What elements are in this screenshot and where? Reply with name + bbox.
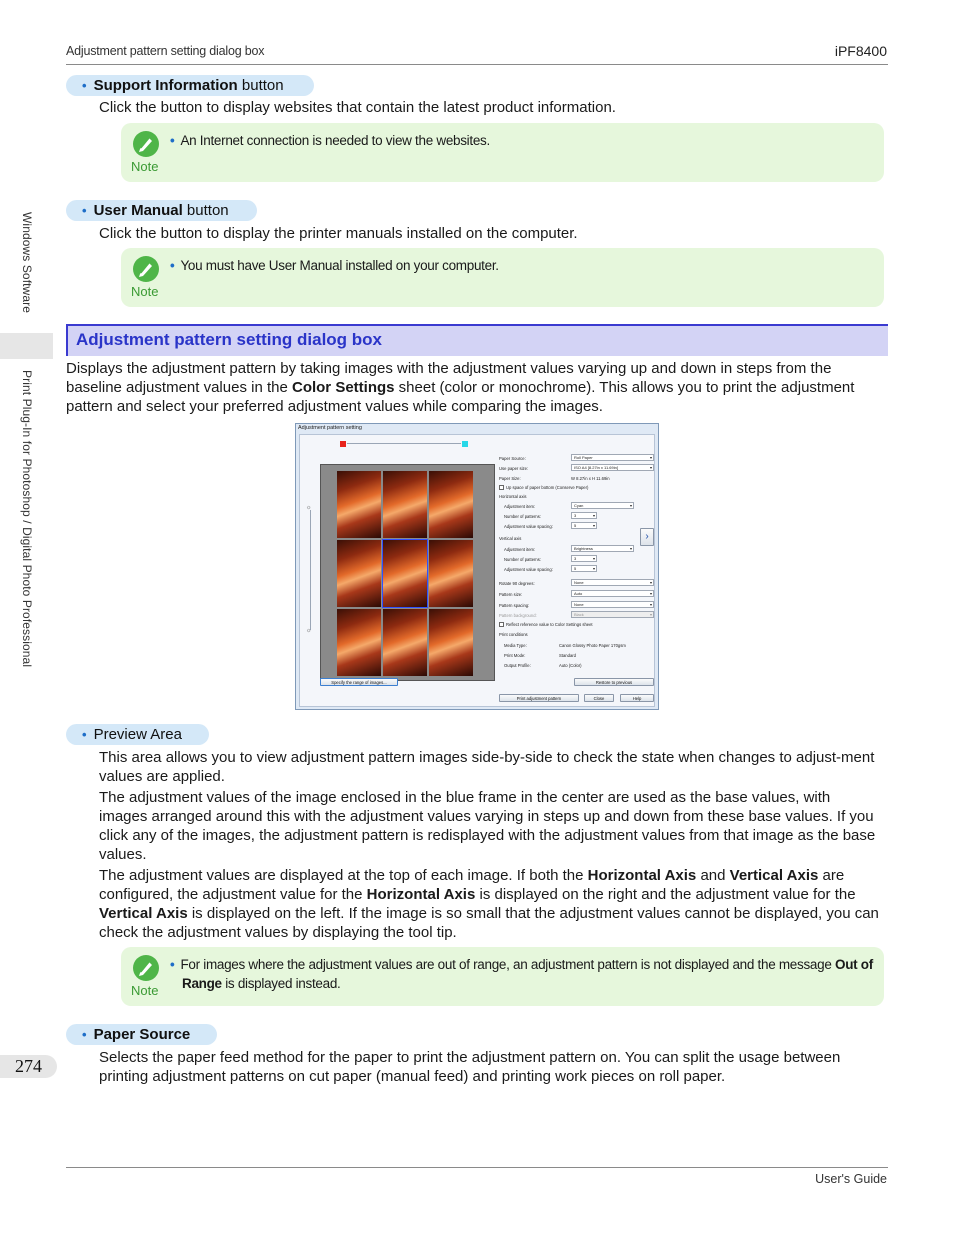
label-v-num: Number of patterns:: [504, 557, 542, 562]
up-space-checkbox[interactable]: [499, 485, 504, 490]
preview-area-heading: • Preview Area: [66, 724, 209, 745]
side-tab-windows-software[interactable]: Windows Software: [20, 212, 34, 313]
note-pencil-icon: [133, 955, 159, 981]
user-manual-description: Click the button to display the printer manuals installed on the computer.: [99, 225, 578, 242]
pattern-size-select[interactable]: Auto ▾: [571, 590, 654, 597]
pattern-tile[interactable]: [337, 540, 381, 607]
label-h-num: Number of patterns:: [504, 514, 542, 519]
bullet-icon: •: [82, 727, 87, 742]
restore-button[interactable]: Restore to previous: [574, 678, 654, 686]
label-output-profile: Output Profile:: [504, 663, 531, 668]
page-number: 274: [0, 1055, 57, 1078]
paper-source-description: Selects the paper feed method for the paper to print the adjustment pattern on. You can split the usage between printing adjustment patterns on cut paper (manual feed) and printing work pieces on roll paper.: [99, 1049, 841, 1085]
label-pattern-size: Pattern size:: [499, 592, 523, 597]
pattern-tile-center[interactable]: [383, 540, 427, 607]
pattern-bg-select: Black ▾: [571, 611, 654, 618]
brightness-icon: ☼: [306, 505, 312, 511]
window-controls: [628, 425, 655, 432]
dialog-screenshot: [295, 423, 659, 710]
preview-area-paragraph-1: This area allows you to view adjustment pattern images side-by-side to check the state when changes to adjust-ment values are applied.: [99, 749, 875, 785]
print-mode-value: Standard: [559, 653, 576, 658]
paper-source-heading: • Paper Source: [66, 1024, 217, 1045]
use-paper-size-select[interactable]: ISO A4 [8.27in x 11.69in] ▾: [571, 464, 654, 471]
label-use-paper-size: Use paper size:: [499, 466, 529, 471]
v-spacing-select[interactable]: 5 ▾: [571, 565, 597, 572]
h-adjustment-item-select[interactable]: Cyan ▾: [571, 502, 634, 509]
label-print-conditions: Print conditions: [499, 632, 528, 637]
pattern-tile[interactable]: [429, 471, 473, 538]
note-pencil-icon: [133, 131, 159, 157]
label-pattern-spacing: Pattern spacing:: [499, 603, 530, 608]
h-spacing-select[interactable]: 5 ▾: [571, 522, 597, 529]
h-number-select[interactable]: 3 ▾: [571, 512, 597, 519]
print-pattern-button[interactable]: Print adjustment pattern: [499, 694, 579, 702]
note-text-user-manual: • You must have User Manual installed on your computer.: [170, 258, 499, 273]
expand-arrow-icon[interactable]: ›: [640, 528, 654, 546]
paper-source-select[interactable]: Roll Paper ▾: [571, 454, 654, 461]
pattern-tile[interactable]: [383, 471, 427, 538]
user-manual-heading: • User Manual button: [66, 200, 257, 221]
note-text-out-of-range: • For images where the adjustment values are out of range, an adjustment pattern is not displayed and the message Out of Range is displayed instead.: [170, 957, 873, 991]
support-information-description: Click the button to display websites that contain the latest product information.: [99, 99, 616, 116]
preview-area-paragraph-3: The adjustment values are displayed at the top of each image. If both the Horizontal Axis and Vertical Axis are configured, the adjustment value for the Horizontal Axis is displayed on the right and the adjustment value for the Vertical Axis is displayed on the left. If the image is so small that the adjustment values cannot be displayed, you can check the adjustment values by displaying the tool tip.: [99, 867, 879, 941]
note-label: Note: [131, 159, 159, 174]
paper-size-value: W 8.27in x H 11.69in: [571, 476, 610, 481]
label-print-mode: Print Mode:: [504, 653, 526, 658]
note-label: Note: [131, 983, 159, 998]
support-information-heading: • Support Information button: [66, 75, 314, 96]
note-label: Note: [131, 284, 159, 299]
side-tab-print-plugin[interactable]: Print Plug-In for Photoshop / Digital Photo Professional: [20, 370, 34, 668]
footer-guide-name: User's Guide: [815, 1172, 887, 1186]
rotate-select[interactable]: None ▾: [571, 579, 654, 586]
pattern-tile[interactable]: [429, 540, 473, 607]
vertical-slider-track[interactable]: [310, 510, 311, 630]
label-vertical-axis: Vertical axis: [499, 536, 522, 541]
section-title: Adjustment pattern setting dialog box: [76, 330, 383, 349]
red-marker: [340, 441, 346, 447]
horizontal-slider-track[interactable]: [347, 443, 461, 444]
label-h-item: Adjustment item:: [504, 504, 536, 509]
running-header-model: iPF8400: [834, 43, 887, 59]
running-header-title: Adjustment pattern setting dialog box: [66, 44, 265, 58]
header-rule: [66, 64, 888, 65]
note-pencil-icon: [133, 256, 159, 282]
bullet-icon: •: [82, 1027, 87, 1042]
pattern-tile[interactable]: [337, 471, 381, 538]
pattern-tile[interactable]: [429, 609, 473, 676]
label-v-item: Adjustment item:: [504, 547, 536, 552]
label-horizontal-axis: Horizontal axis: [499, 494, 527, 499]
close-button[interactable]: Close: [584, 694, 614, 702]
pattern-tile[interactable]: [337, 609, 381, 676]
dialog-title: Adjustment pattern setting: [298, 425, 362, 431]
label-paper-source: Paper Source:: [499, 456, 526, 461]
pattern-spacing-select[interactable]: None ▾: [571, 601, 654, 608]
footer-rule: [66, 1167, 888, 1168]
media-type-value: Canon Glossy Photo Paper 170gsm: [559, 643, 626, 648]
cyan-marker: [462, 441, 468, 447]
bullet-icon: •: [82, 203, 87, 218]
label-pattern-bg: Pattern background:: [499, 613, 537, 618]
label-up-space: Up space of paper bottom (Conserve Paper): [506, 485, 589, 490]
pattern-tile[interactable]: [383, 609, 427, 676]
label-reflect: Reflect reference value to Color Settings sheet: [506, 622, 593, 627]
label-media-type: Media Type:: [504, 643, 527, 648]
output-profile-value: Auto (Color): [559, 663, 582, 668]
dialog-body: [299, 434, 655, 707]
v-adjustment-item-select[interactable]: Brightness ▾: [571, 545, 634, 552]
preview-area-paragraph-2: The adjustment values of the image enclosed in the blue frame in the center are used as the base values, with images arranged around this with the adjustment values varying in steps up and down from these base values. If you click any of the images, the adjustment pattern is redisplayed with the adjustment values from that image as the base values.: [99, 789, 876, 863]
brightness-icon: ☼: [306, 628, 312, 634]
section-intro-paragraph: Displays the adjustment pattern by taking images with the adjustment values varying up and down in steps from the baseline adjustment values in the Color Settings sheet (color or monochrome). This allows you to print the adjustment pattern and select your preferred adjustment values while comparing the images.: [66, 360, 855, 415]
specify-range-button[interactable]: Specify the range of images...: [320, 678, 398, 686]
help-button[interactable]: Help: [620, 694, 654, 702]
v-number-select[interactable]: 3 ▾: [571, 555, 597, 562]
note-text-internet: • An Internet connection is needed to view the websites.: [170, 133, 490, 148]
reflect-checkbox[interactable]: [499, 622, 504, 627]
label-rotate: Rotate 90 degrees:: [499, 581, 535, 586]
bullet-icon: •: [82, 78, 87, 93]
label-h-spacing: Adjustment value spacing:: [504, 524, 553, 529]
side-tab-highlight: [0, 333, 53, 359]
preview-area[interactable]: [320, 464, 495, 681]
label-paper-size: Paper Size:: [499, 476, 521, 481]
label-v-spacing: Adjustment value spacing:: [504, 567, 553, 572]
